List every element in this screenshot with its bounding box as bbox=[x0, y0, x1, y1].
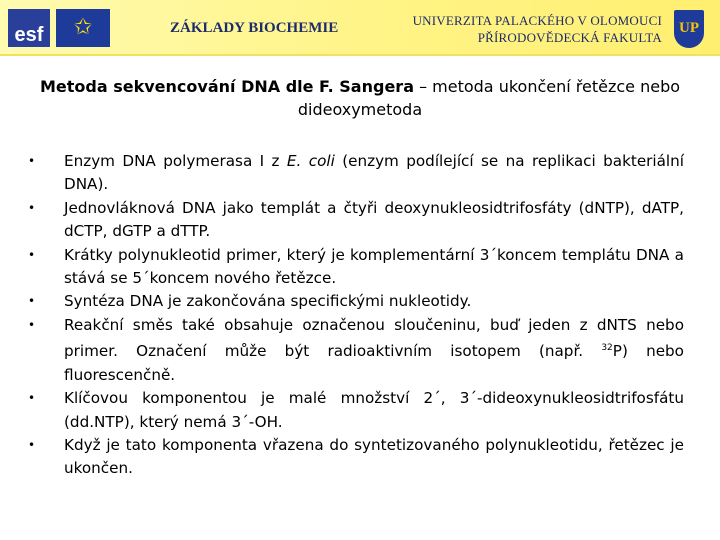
item-text: Když je tato komponenta vřazena do syntetizovaného polynukleotidu, řetězec je ukončen. bbox=[64, 435, 684, 478]
eu-flag-logo: ✩ bbox=[56, 9, 110, 47]
course-title: ZÁKLADY BIOCHEMIE bbox=[170, 20, 339, 36]
bullet-list bbox=[28, 150, 684, 481]
list-item bbox=[28, 244, 684, 291]
university-name bbox=[413, 12, 662, 46]
bullet-icon: • bbox=[28, 391, 36, 406]
university-label: UNIVERZITA PALACKÉHO V OLOMOUCI bbox=[412, 13, 662, 28]
list-item bbox=[28, 290, 684, 313]
bullet-icon: • bbox=[28, 200, 36, 215]
bullet-icon: • bbox=[28, 317, 36, 332]
item-text: Reakční směs také obsahuje označenou sloučeninu, buď jeden z dNTS nebo primer. Označení může být radioaktivním isotopem (např. bbox=[64, 315, 684, 361]
bullet-icon: • bbox=[28, 294, 36, 309]
list-item bbox=[28, 314, 684, 387]
item-text: (enzym podílející se na replikaci bakteriální DNA). bbox=[64, 152, 684, 194]
item-text: Klíčovou komponentou je malé množství 2´, 3´-dideoxynukleosidtrifosfátu (dd.NTP), který nemá 3´-OH. bbox=[64, 389, 684, 431]
list-item bbox=[28, 197, 684, 244]
list-item bbox=[28, 387, 684, 434]
item-text: Jednovláknová DNA jako templát a čtyři deoxynukleosidtrifosfáty (dNTP), dATP, dCTP, dGTP a dTTP. bbox=[64, 198, 684, 241]
bullet-icon: • bbox=[28, 154, 36, 168]
item-text: P) nebo fluorescenčně. bbox=[64, 342, 684, 384]
list-item bbox=[28, 150, 684, 197]
list-item bbox=[28, 434, 684, 481]
bullet-icon: • bbox=[28, 247, 36, 262]
bullet-icon: • bbox=[28, 437, 36, 452]
item-text: Syntéza DNA je zakončována specifickými nukleotidy. bbox=[64, 292, 472, 311]
item-superscript: 32 bbox=[601, 343, 613, 354]
slide-header bbox=[0, 0, 720, 56]
item-italic: E. coli bbox=[286, 152, 335, 170]
title-rest: – metoda ukončení řetězce nebo dideoxymetoda bbox=[297, 77, 681, 119]
item-text: Enzym DNA polymerasa I z bbox=[64, 152, 287, 170]
esf-logo: esf bbox=[8, 9, 50, 47]
item-text: Krátky polynukleotid primer, který je komplementární 3´koncem templátu DNA a stává se 5´koncem nového řetězce. bbox=[64, 245, 684, 288]
faculty-label: PŘÍRODOVĚDECKÁ FAKULTA bbox=[477, 30, 662, 45]
university-shield-logo: UP bbox=[674, 10, 704, 48]
title-bold: Metoda sekvencování DNA dle F. Sangera bbox=[40, 77, 414, 96]
slide-title bbox=[40, 75, 680, 121]
